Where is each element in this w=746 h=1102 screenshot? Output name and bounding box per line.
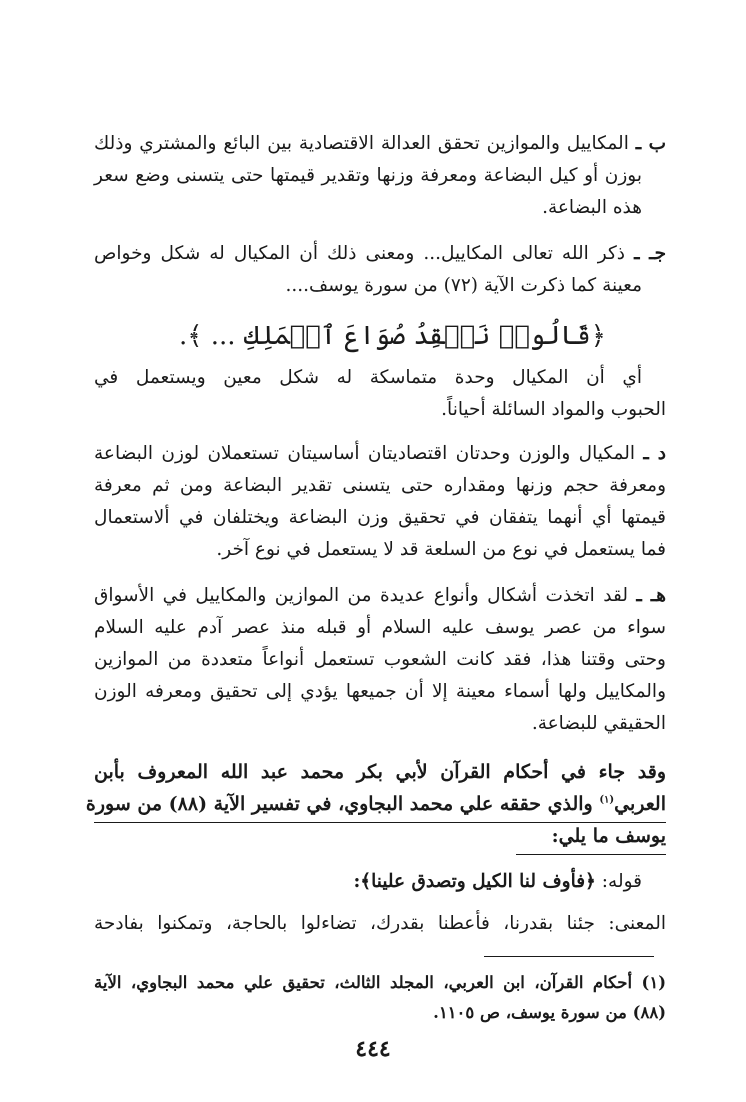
paragraph-h-label: هـ ـ — [636, 585, 666, 606]
page-number: ٤٤٤ — [355, 1036, 391, 1062]
paragraph-d-line-4: فما يستعمل في نوع من السلعة قد لا يستعمل في نوع آخر. — [216, 539, 666, 560]
paragraph-h — [94, 580, 666, 740]
paragraph-h-line-2: سواء من عصر يوسف عليه السلام أو قبله منذ عصر آدم عليه السلام — [94, 617, 666, 638]
paragraph-b — [94, 128, 666, 224]
paragraph-h-line-5: الحقيقي للبضاعة. — [531, 713, 666, 734]
paragraph-j — [94, 238, 666, 302]
paragraph-b-label: ب ـ — [635, 133, 666, 154]
underline-2 — [516, 854, 666, 855]
paragraph-h-line-3: وحتى وقتنا هذا، فقد كانت الشعوب تستعمل أنواعاً متعددة من الموازين — [94, 649, 666, 670]
paragraph-d — [94, 438, 666, 566]
meaning-line — [94, 908, 666, 940]
paragraph-j-after-line-2: الحبوب والمواد السائلة أحياناً. — [441, 399, 666, 420]
quran-verse: ﴿قَالُوا۟ نَفۡقِدُ صُوَاعَ ٱلۡمَلِكِ ... ﴾. — [179, 321, 606, 351]
qawluhu-line — [94, 866, 642, 898]
paragraph-d-line-3: قيمتها أي أنهما يتفقان في تحقيق وزن البضاعة ويختلفان في ألاستعمال — [94, 507, 666, 528]
paragraph-b-line-1: ب ـ المكاييل والموازين تحقق العدالة الاقتصادية بين البائع والمشتري وذلك — [94, 133, 666, 154]
paragraph-h-line-1: هـ ـ لقد اتخذت أشكال وأنواع عديدة من الموازين والمكاييل في الأسواق — [94, 585, 666, 606]
footnote-line-2: (٨٨) من سورة يوسف، ص ١١٠٥. — [433, 1003, 666, 1022]
paragraph-j-line-1: جـ ـ ذكر الله تعالى المكاييل... ومعنى ذلك أن المكيال له شكل وخواص — [94, 243, 667, 264]
paragraph-d-line-2: ومعرفة حجم وزنها ومقداره حتى يتسنى تقدير البضاعة ومن ثم معرفة — [94, 475, 666, 496]
footnote-ref: (١) — [599, 794, 615, 806]
quote-line-2: العربي$^{(١)}$ والذي حققه علي محمد البجاوي، في تفسير الآية (٨٨) من سورة — [85, 793, 666, 815]
paragraph-j-line-2: معينة كما ذكرت الآية (٧٢) من سورة يوسف.... — [285, 275, 642, 296]
qawluhu-verse: ﴿فأوف لنا الكيل وتصدق علينا﴾: — [353, 871, 596, 892]
paragraph-j-continued — [94, 362, 666, 426]
underline-1 — [94, 822, 666, 823]
paragraph-b-line-3: هذه البضاعة. — [542, 197, 642, 218]
paragraph-h-line-4: والمكاييل ولها أسماء معينة إلا أن جميعها يؤدي إلى تحقيق ومعرفه الوزن — [94, 681, 666, 702]
meaning-text: جئنا بقدرنا، فأعطنا بقدرك، تضاءلوا بالحاجة، وتمكنوا بفادحة — [94, 913, 609, 934]
quote-line-1: وقد جاء في أحكام القرآن لأبي بكر محمد عبد الله المعروف بأبن — [94, 761, 666, 783]
paragraph-j-after-line-1: أي أن المكيال وحدة متماسكة له شكل معين ويستعمل في — [94, 367, 642, 388]
footnote — [94, 968, 666, 1028]
quote-intro — [85, 756, 666, 852]
qawluhu-prefix: قوله: — [601, 871, 642, 892]
quote-line-3: يوسف ما يلي: — [551, 825, 666, 847]
meaning-prefix: المعنى: — [608, 913, 666, 934]
footnote-line-1: (١) أحكام القرآن، ابن العربي، المجلد الثالث، تحقيق علي محمد البجاوي، الآية — [94, 973, 666, 992]
paragraph-b-line-2: بوزن أو كيل البضاعة ومعرفة وزنها وتقدير قيمتها حتى يتسنى وضع سعر — [94, 165, 642, 186]
paragraph-d-label: د ـ — [643, 443, 666, 464]
footnote-separator — [484, 956, 654, 957]
paragraph-d-line-1: د ـ المكيال والوزن وحدتان اقتصاديتان أساسيتان تستعملان لوزن البضاعة — [94, 443, 666, 464]
paragraph-j-label: جـ ـ — [634, 243, 667, 264]
